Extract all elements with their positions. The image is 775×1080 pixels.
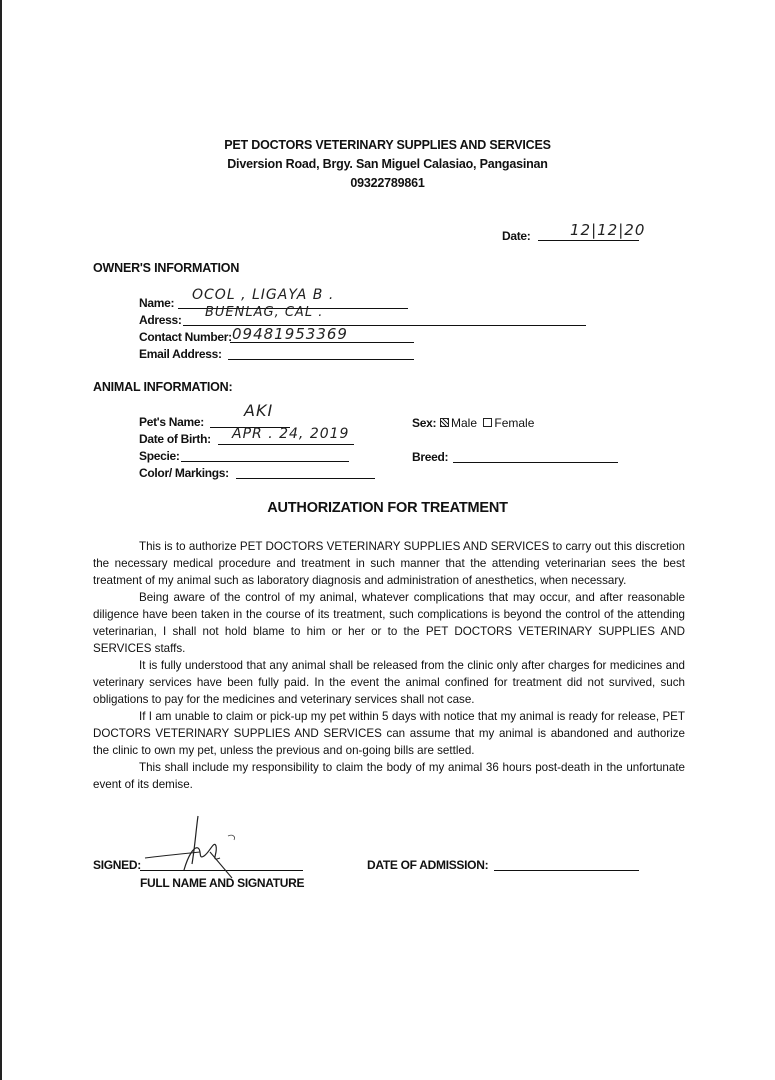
name-label: Name:: [139, 296, 175, 310]
breed-line: [453, 462, 618, 463]
dob-label: Date of Birth:: [139, 432, 211, 446]
email-label: Email Address:: [139, 347, 222, 361]
authorization-title: AUTHORIZATION FOR TREATMENT: [267, 500, 508, 516]
authorization-paragraph-5: This shall include my responsibility to claim the body of my animal 36 hours post-death in the unfortunate event of its demise.: [93, 761, 685, 791]
dob-value: APR . 24, 2019: [232, 426, 350, 442]
male-option-label: Male: [451, 416, 478, 430]
contact-label: Contact Number:: [139, 330, 232, 344]
authorization-paragraph-3: It is fully understood that any animal shall be released from the clinic only after charges for medicines and veterinary services have been fully paid. In the event the animal confined for treatment did not survived, such obligations to pay for the medicines and veterinary services shall not case.: [93, 659, 685, 706]
admission-line: [494, 870, 639, 871]
authorization-paragraph-4: If I am unable to claim or pick-up my pet within 5 days with notice that my animal is ready for release, PET DOCTORS VETERINARY SUPPLIES AND SERVICES can assume that my animal is abandoned and authorize the clinic to own my pet, unless the previous and on-going bills are settled.: [93, 710, 685, 757]
company-name: PET DOCTORS VETERINARY SUPPLIES AND SERVICES: [224, 138, 551, 152]
handwritten-signature: [140, 812, 250, 882]
date-line: [538, 240, 639, 241]
date-label: Date:: [502, 229, 531, 243]
specie-line: [181, 461, 349, 462]
owner-heading: OWNER'S INFORMATION: [93, 261, 240, 275]
signature-caption: FULL NAME AND SIGNATURE: [140, 876, 305, 890]
authorization-paragraph-1: This is to authorize PET DOCTORS VETERINARY SUPPLIES AND SERVICES to carry out this discretion the necessary medical procedure and treatment in such manner that the attending veterinarian sees the best treatment of my animal such as laboratory diagnosis and administration of anesthetics, when necessary.: [93, 540, 685, 587]
authorization-body: [93, 538, 685, 793]
contact-value: 09481953369: [232, 325, 348, 343]
female-checkbox[interactable]: [483, 418, 492, 427]
dob-line: [218, 444, 354, 445]
pet-name-label: Pet's Name:: [139, 415, 204, 429]
color-label: Color/ Markings:: [139, 466, 229, 480]
email-line: [228, 359, 414, 360]
authorization-paragraph-2: Being aware of the control of my animal, whatever complications that may occur, and after reasonable diligence have been taken in the course of its treatment, such complications is beyond the control of the attending veterinarian, I shall not hold blame to him or her or to the PET DOCTORS VETERINARY SUPPLIES AND SERVICES staffs.: [93, 591, 685, 655]
animal-heading: ANIMAL INFORMATION:: [93, 380, 233, 394]
admission-label: DATE OF ADMISSION:: [367, 858, 489, 872]
address-value: BUENLAG, CAL .: [205, 305, 324, 320]
address-label: Adress:: [139, 313, 182, 327]
company-address: Diversion Road, Brgy. San Miguel Calasiao, Pangasinan: [227, 157, 548, 171]
sex-options: [437, 416, 534, 430]
date-value: 12|12|20: [570, 221, 646, 239]
male-checkbox[interactable]: [440, 418, 449, 427]
specie-label: Specie:: [139, 449, 180, 463]
signed-label: SIGNED:: [93, 858, 141, 872]
sex-label: Sex:: [412, 416, 437, 430]
color-line: [236, 478, 375, 479]
female-option-label: Female: [494, 416, 535, 430]
pet-name-value: AKI: [244, 401, 274, 420]
breed-label: Breed:: [412, 450, 449, 464]
company-phone: 09322789861: [350, 176, 425, 190]
name-value: OCOL , LIGAYA B .: [192, 287, 335, 303]
